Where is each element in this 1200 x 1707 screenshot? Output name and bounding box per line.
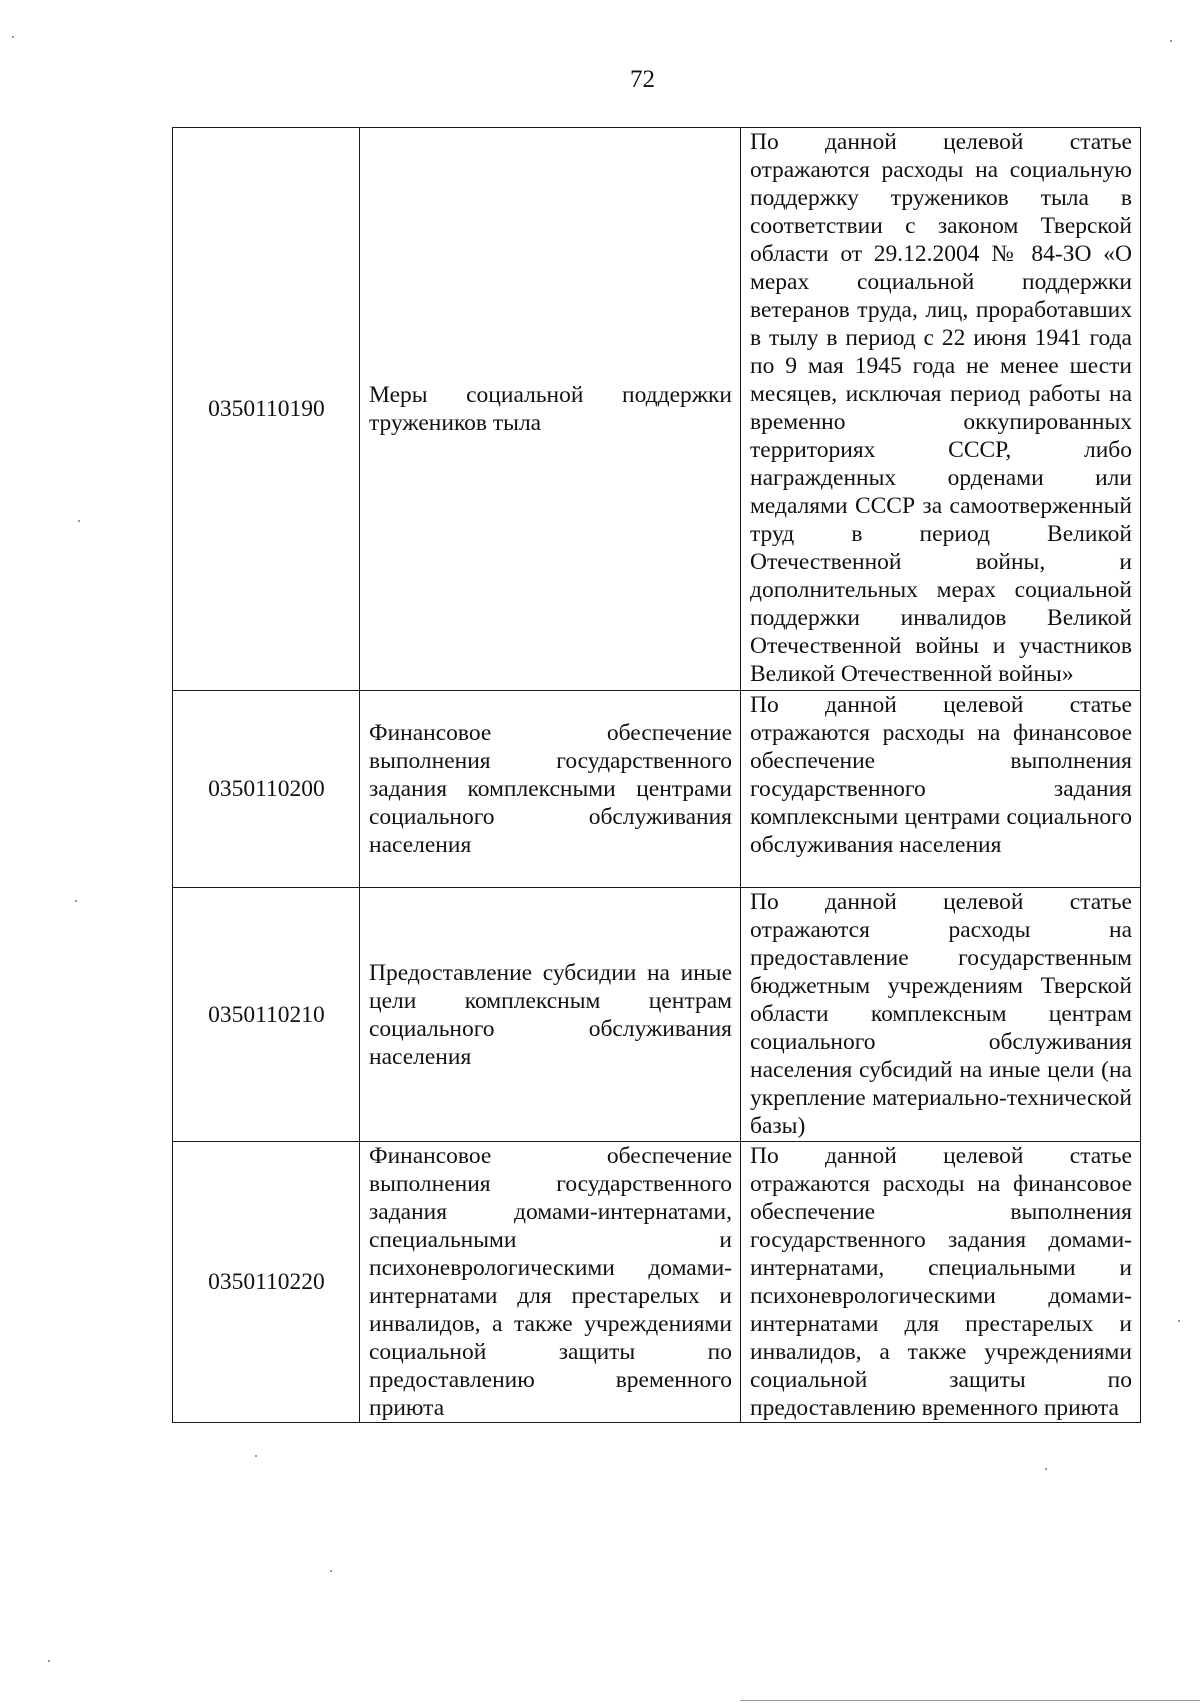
target-description-cell: По данной целевой статье отражаются расходы на финансовое обеспечение выполнения государственного задания домами-интернатами, специальными и психоневрологическими домами-интернатами для престарелых и инвалидов, а также учреждениями социальной защиты по предоставлению временного приюта xyxy=(741,1142,1141,1423)
budget-classification-table xyxy=(172,127,1141,1423)
scan-speck xyxy=(75,900,77,902)
target-code-cell: 0350110210 xyxy=(173,888,360,1142)
scan-speck xyxy=(255,1455,257,1457)
scan-speck xyxy=(330,1570,332,1572)
target-name-cell: Финансовое обеспечение выполнения государственного задания комплексными центрами социального обслуживания населения xyxy=(360,691,741,888)
target-code-cell: 0350110220 xyxy=(173,1142,360,1423)
page-number: 72 xyxy=(630,66,655,93)
scan-speck xyxy=(78,520,80,522)
target-description-cell: По данной целевой статье отражаются расходы на предоставление государственным бюджетным учреждениям Тверской области комплексным центрам социального обслуживания населения субсидий на иные цели (на укрепление материально-технической базы) xyxy=(741,888,1141,1142)
table-row xyxy=(173,128,1141,691)
target-name-cell: Финансовое обеспечение выполнения государственного задания домами-интернатами, специальными и психоневрологическими домами-интернатами для престарелых и инвалидов, а также учреждениями социальной защиты по предоставлению временного приюта xyxy=(360,1142,741,1423)
target-description-cell: По данной целевой статье отражаются расходы на финансовое обеспечение выполнения государственного задания комплексными центрами социального обслуживания населения xyxy=(741,691,1141,888)
scan-speck xyxy=(1045,1468,1047,1470)
target-code-cell: 0350110200 xyxy=(173,691,360,888)
table-row xyxy=(173,888,1141,1142)
scan-edge-line xyxy=(740,1700,1200,1701)
scan-speck xyxy=(1178,1320,1180,1322)
table-row xyxy=(173,691,1141,888)
scan-speck xyxy=(12,36,14,38)
target-name-cell: Меры социальной поддержки тружеников тыла xyxy=(360,128,741,691)
target-name-cell: Предоставление субсидии на иные цели комплексным центрам социального обслуживания населения xyxy=(360,888,741,1142)
target-description-cell: По данной целевой статье отражаются расходы на социальную поддержку тружеников тыла в соответствии с законом Тверской области от 29.12.2004 № 84-ЗО «О мерах социальной поддержки ветеранов труда, лиц, проработавших в тылу в период с 22 июня 1941 года по 9 мая 1945 года не менее шести месяцев, исключая период работы на временно оккупированных территориях СССР, либо награжденных орденами или медалями СССР за самоотверженный труд в период Великой Отечественной войны, и дополнительных мерах социальной поддержки инвалидов Великой Отечественной войны и участников Великой Отечественной войны» xyxy=(741,128,1141,691)
scan-speck xyxy=(1170,40,1172,42)
table-row xyxy=(173,1142,1141,1423)
target-code-cell: 0350110190 xyxy=(173,128,360,691)
scan-speck xyxy=(48,1660,50,1662)
